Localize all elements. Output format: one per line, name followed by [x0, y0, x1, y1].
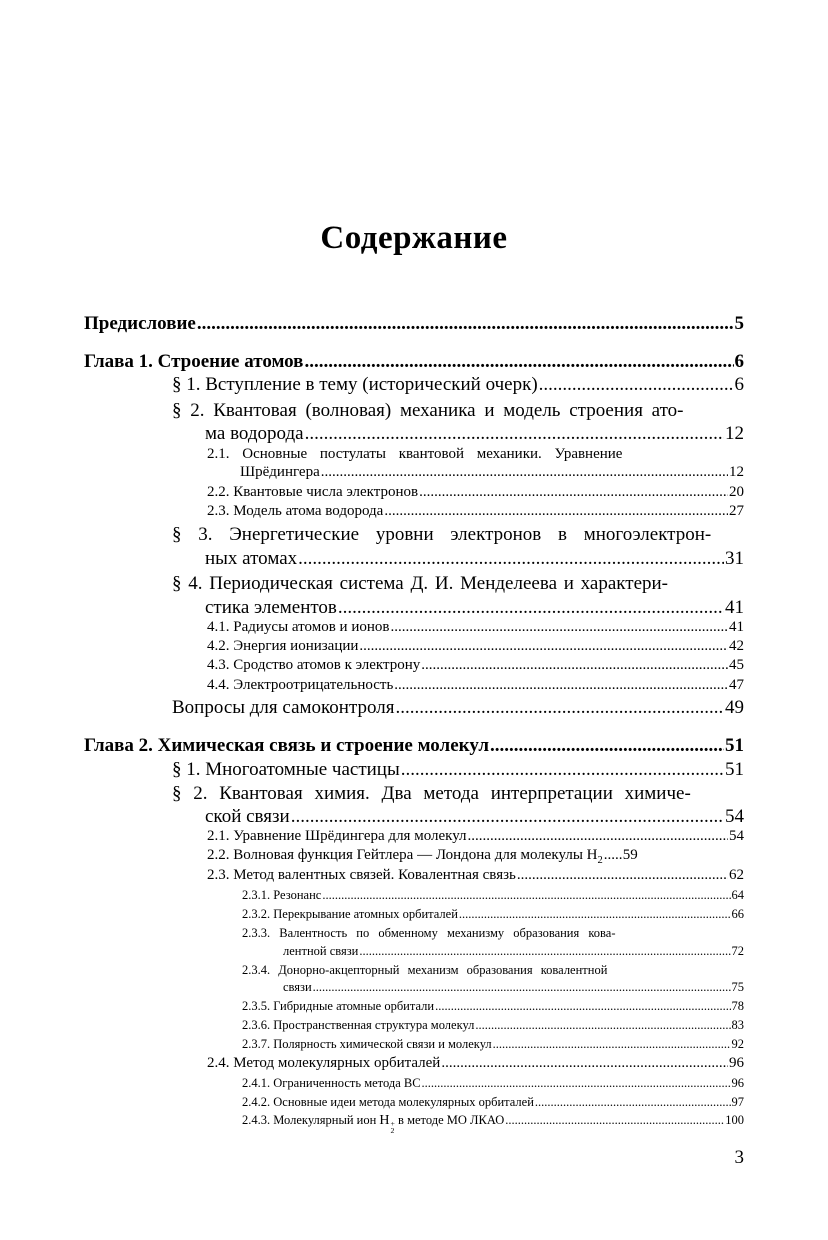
dot-leader	[291, 806, 724, 828]
toc-entry-title: 2.3. Модель атома водорода	[207, 503, 384, 519]
toc-entry-ch1-s4-2[interactable]	[207, 638, 744, 655]
toc-entry-title: 4.3. Сродство атомов к электрону	[207, 657, 421, 673]
toc-entry-ch2-s1[interactable]	[172, 759, 744, 781]
toc-page-number: 59	[622, 847, 638, 863]
toc-entry-text: 2.4.3. Молекулярный ион	[242, 1113, 380, 1127]
toc-entry-title: связи	[283, 980, 312, 994]
toc-entry-ch1-questions[interactable]	[172, 697, 744, 719]
toc-page-number: 97	[731, 1095, 744, 1109]
toc-page-number: 27	[729, 503, 744, 519]
toc-entry-title: 2.4.1. Ограниченность метода ВС	[242, 1076, 421, 1090]
toc-entry-ch1-s2-1-line1[interactable]: 2.1. Основные постулаты квантовой механики. Уравнение	[207, 446, 623, 462]
ion-symbol: H	[379, 1113, 390, 1128]
dot-leader	[535, 1095, 731, 1110]
toc-entry-title: Шрёдингера	[240, 464, 320, 480]
toc-entry-ch2-s2-3-6[interactable]	[242, 1018, 744, 1033]
toc-entry-ch1-s1[interactable]	[172, 374, 744, 396]
dot-leader	[359, 944, 730, 959]
toc-entry-title: 2.3.6. Пространственная структура молекул	[242, 1018, 475, 1032]
dot-leader	[419, 484, 728, 501]
toc-page-number: 41	[729, 619, 744, 635]
dot-leader	[322, 888, 730, 903]
toc-page-number: 96	[729, 1055, 744, 1071]
toc-entry-ch2-s2-3-7[interactable]	[242, 1037, 744, 1052]
toc-entry-ch2-s2-2[interactable]	[207, 847, 744, 866]
dot-leader	[505, 1113, 724, 1128]
dot-leader	[197, 313, 734, 335]
toc-entry-chapter-1[interactable]	[84, 351, 744, 373]
toc-page-number: 54	[729, 828, 744, 844]
toc-page-number: 12	[729, 464, 744, 480]
toc-entry-ch1-s3-line1[interactable]: § 3. Энергетические уровни электронов в многоэлектрон-	[172, 524, 712, 545]
dot-leader	[305, 423, 724, 445]
toc-page-number: 54	[725, 806, 744, 827]
toc-page-number: 78	[731, 999, 744, 1013]
toc-page-number: 42	[729, 638, 744, 654]
dot-leader	[441, 1055, 728, 1072]
toc-page-number: 6	[734, 374, 744, 395]
dot-leader	[475, 1018, 730, 1033]
toc-entry-ch2-s2-3-1[interactable]	[242, 888, 744, 903]
toc-page-number: 72	[731, 944, 744, 958]
ion-charge: +	[390, 1119, 395, 1128]
dot-leader	[359, 638, 728, 655]
toc-entry-title: 2.3.7. Полярность химической связи и молекул	[242, 1037, 492, 1051]
page-title: Содержание	[320, 220, 508, 256]
toc-entry-ch1-s4-4[interactable]	[207, 677, 744, 694]
toc-page-number: 62	[729, 867, 744, 883]
dot-leader	[338, 597, 724, 619]
toc-entry-title: ма водорода	[205, 423, 304, 444]
toc-entry-title: лентной связи	[283, 944, 359, 958]
toc-entry-text-tail: в методе МО ЛКАО	[394, 1113, 505, 1127]
toc-entry-ch1-s2-2[interactable]	[207, 484, 744, 501]
toc-entry-ch2-s2-3-4[interactable]	[283, 980, 744, 995]
toc-entry-title: 2.4.2. Основные идеи метода молекулярных орбиталей	[242, 1095, 534, 1109]
toc-entry-title: Глава 1. Строение атомов	[84, 351, 304, 372]
toc-entry-title: § 1. Многоатомные частицы	[172, 759, 400, 780]
toc-entry-preface[interactable]	[84, 313, 744, 335]
toc-page-number: 96	[731, 1076, 744, 1090]
toc-entry-ch1-s2-3[interactable]	[207, 503, 744, 520]
toc-page-number: 75	[731, 980, 744, 994]
toc-entry-ch2-s2-3[interactable]	[207, 867, 744, 884]
toc-entry-ch1-s2[interactable]	[205, 423, 744, 445]
toc-entry-title: Вопросы для самоконтроля	[172, 697, 395, 718]
toc-page-number: 51	[725, 759, 744, 780]
toc-page-number: 51	[725, 735, 744, 756]
dot-leader	[401, 759, 724, 781]
toc-entry-title: 4.1. Радиусы атомов и ионов	[207, 619, 390, 635]
toc-entry-title: 2.3. Метод валентных связей. Ковалентная связь	[207, 867, 516, 883]
toc-page-number: 49	[725, 697, 744, 718]
dot-leader	[435, 999, 730, 1014]
toc-entry-title	[207, 847, 603, 866]
toc-entry-ch2-s2-3-4-line1[interactable]: 2.3.4. Донорно-акцепторный механизм образования ковалентной	[242, 963, 608, 977]
dot-leader	[517, 867, 728, 884]
dot-leader	[490, 735, 724, 757]
toc-entry-ch2-s2-3-2[interactable]	[242, 907, 744, 922]
dot-leader	[321, 464, 728, 481]
toc-entry-ch2-s2-4-2[interactable]	[242, 1095, 744, 1110]
toc-entry-title: стика элементов	[205, 597, 337, 618]
dot-leader	[422, 1076, 731, 1091]
toc-entry-title: 2.3.5. Гибридные атомные орбитали	[242, 999, 435, 1013]
dot-leader	[313, 980, 731, 995]
toc-entry-title: 2.4. Метод молекулярных орбиталей	[207, 1055, 441, 1071]
dot-leader	[298, 548, 724, 570]
toc-entry-title: ных атомах	[205, 548, 298, 569]
toc-entry-ch1-s4-1[interactable]	[207, 619, 744, 636]
toc-entry-title: 4.2. Энергия ионизации	[207, 638, 359, 654]
toc-page-number: 41	[725, 597, 744, 618]
dot-leader	[539, 374, 734, 396]
dot-leader	[421, 657, 728, 674]
toc-entry-ch1-s4-3[interactable]	[207, 657, 744, 674]
toc-entry-title: 2.3.1. Резонанс	[242, 888, 322, 902]
page-number: 3	[734, 1147, 744, 1168]
toc-entry-ch2-s2[interactable]	[205, 806, 744, 828]
toc-page-number: 66	[731, 907, 744, 921]
toc-entry-ch2-s2-3-5[interactable]	[242, 999, 744, 1014]
toc-entry-title: Глава 2. Химическая связь и строение молекул	[84, 735, 490, 756]
toc-entry-title: 2.3.2. Перекрывание атомных орбиталей	[242, 907, 458, 921]
subscript: 2	[597, 855, 603, 866]
toc-entry-ch2-s2-3-3[interactable]	[283, 944, 744, 959]
toc-entry-ch2-s2-4-1[interactable]	[242, 1076, 744, 1091]
toc-entry-text: 2.2. Волновая функция Гейтлера — Лондона для молекулы H	[207, 847, 598, 863]
toc-entry-ch2-s2-3-3-line1[interactable]: 2.3.3. Валентность по обменному механизму образования кова-	[242, 926, 616, 940]
toc-page-number: 31	[725, 548, 744, 569]
toc-page-number: 20	[729, 484, 744, 500]
toc-entry-ch1-s2-1[interactable]	[240, 464, 744, 481]
toc-entry-ch1-s4[interactable]	[205, 597, 744, 619]
dot-leader	[493, 1037, 731, 1052]
dot-leader	[390, 619, 728, 636]
dot-leader	[395, 697, 724, 719]
toc-entry-chapter-2[interactable]	[84, 735, 744, 757]
dot-leader	[394, 677, 728, 694]
toc-page-number: 100	[725, 1113, 744, 1127]
toc-entry-ch1-s4-line1[interactable]: § 4. Периодическая система Д. И. Менделеева и характери-	[172, 573, 668, 594]
dot-leader	[468, 828, 728, 845]
toc-entry-title: Предисловие	[84, 313, 196, 334]
toc-page-number: 47	[729, 677, 744, 693]
dot-leader	[459, 907, 731, 922]
dot-leader	[384, 503, 728, 520]
toc-entry-ch2-s2-4-3[interactable]	[242, 1113, 744, 1135]
toc-entry-ch2-s2-1[interactable]	[207, 828, 744, 845]
toc-entry-ch1-s3[interactable]	[205, 548, 744, 570]
toc-entry-title: 2.2. Квантовые числа электронов	[207, 484, 419, 500]
dot-leader	[304, 351, 733, 373]
toc-page-number: 83	[731, 1018, 744, 1032]
toc-entry-title: 4.4. Электроотрицательность	[207, 677, 394, 693]
ion-formula	[379, 1113, 395, 1135]
toc-entry-title: 2.1. Уравнение Шрёдингера для молекул	[207, 828, 467, 844]
ion-subscript: 2	[390, 1125, 395, 1135]
toc-entry-title: § 1. Вступление в тему (исторический очерк)	[172, 374, 538, 395]
toc-page-number: 6	[734, 351, 744, 372]
toc-page-number: 92	[731, 1037, 744, 1051]
toc-entry-ch2-s2-line1[interactable]: § 2. Квантовая химия. Два метода интерпретации химиче-	[172, 783, 691, 804]
toc-entry-title	[242, 1113, 505, 1135]
toc-entry-ch1-s2-line1[interactable]: § 2. Квантовая (волновая) механика и модель строения ато-	[172, 400, 684, 421]
toc-page-number: 5	[734, 313, 744, 334]
dot-leader	[604, 847, 622, 864]
toc-page-number: 45	[729, 657, 744, 673]
toc-entry-ch2-s2-4[interactable]	[207, 1055, 744, 1072]
toc-page-number: 64	[731, 888, 744, 902]
toc-entry-title: ской связи	[205, 806, 290, 827]
toc-page-number: 12	[725, 423, 744, 444]
